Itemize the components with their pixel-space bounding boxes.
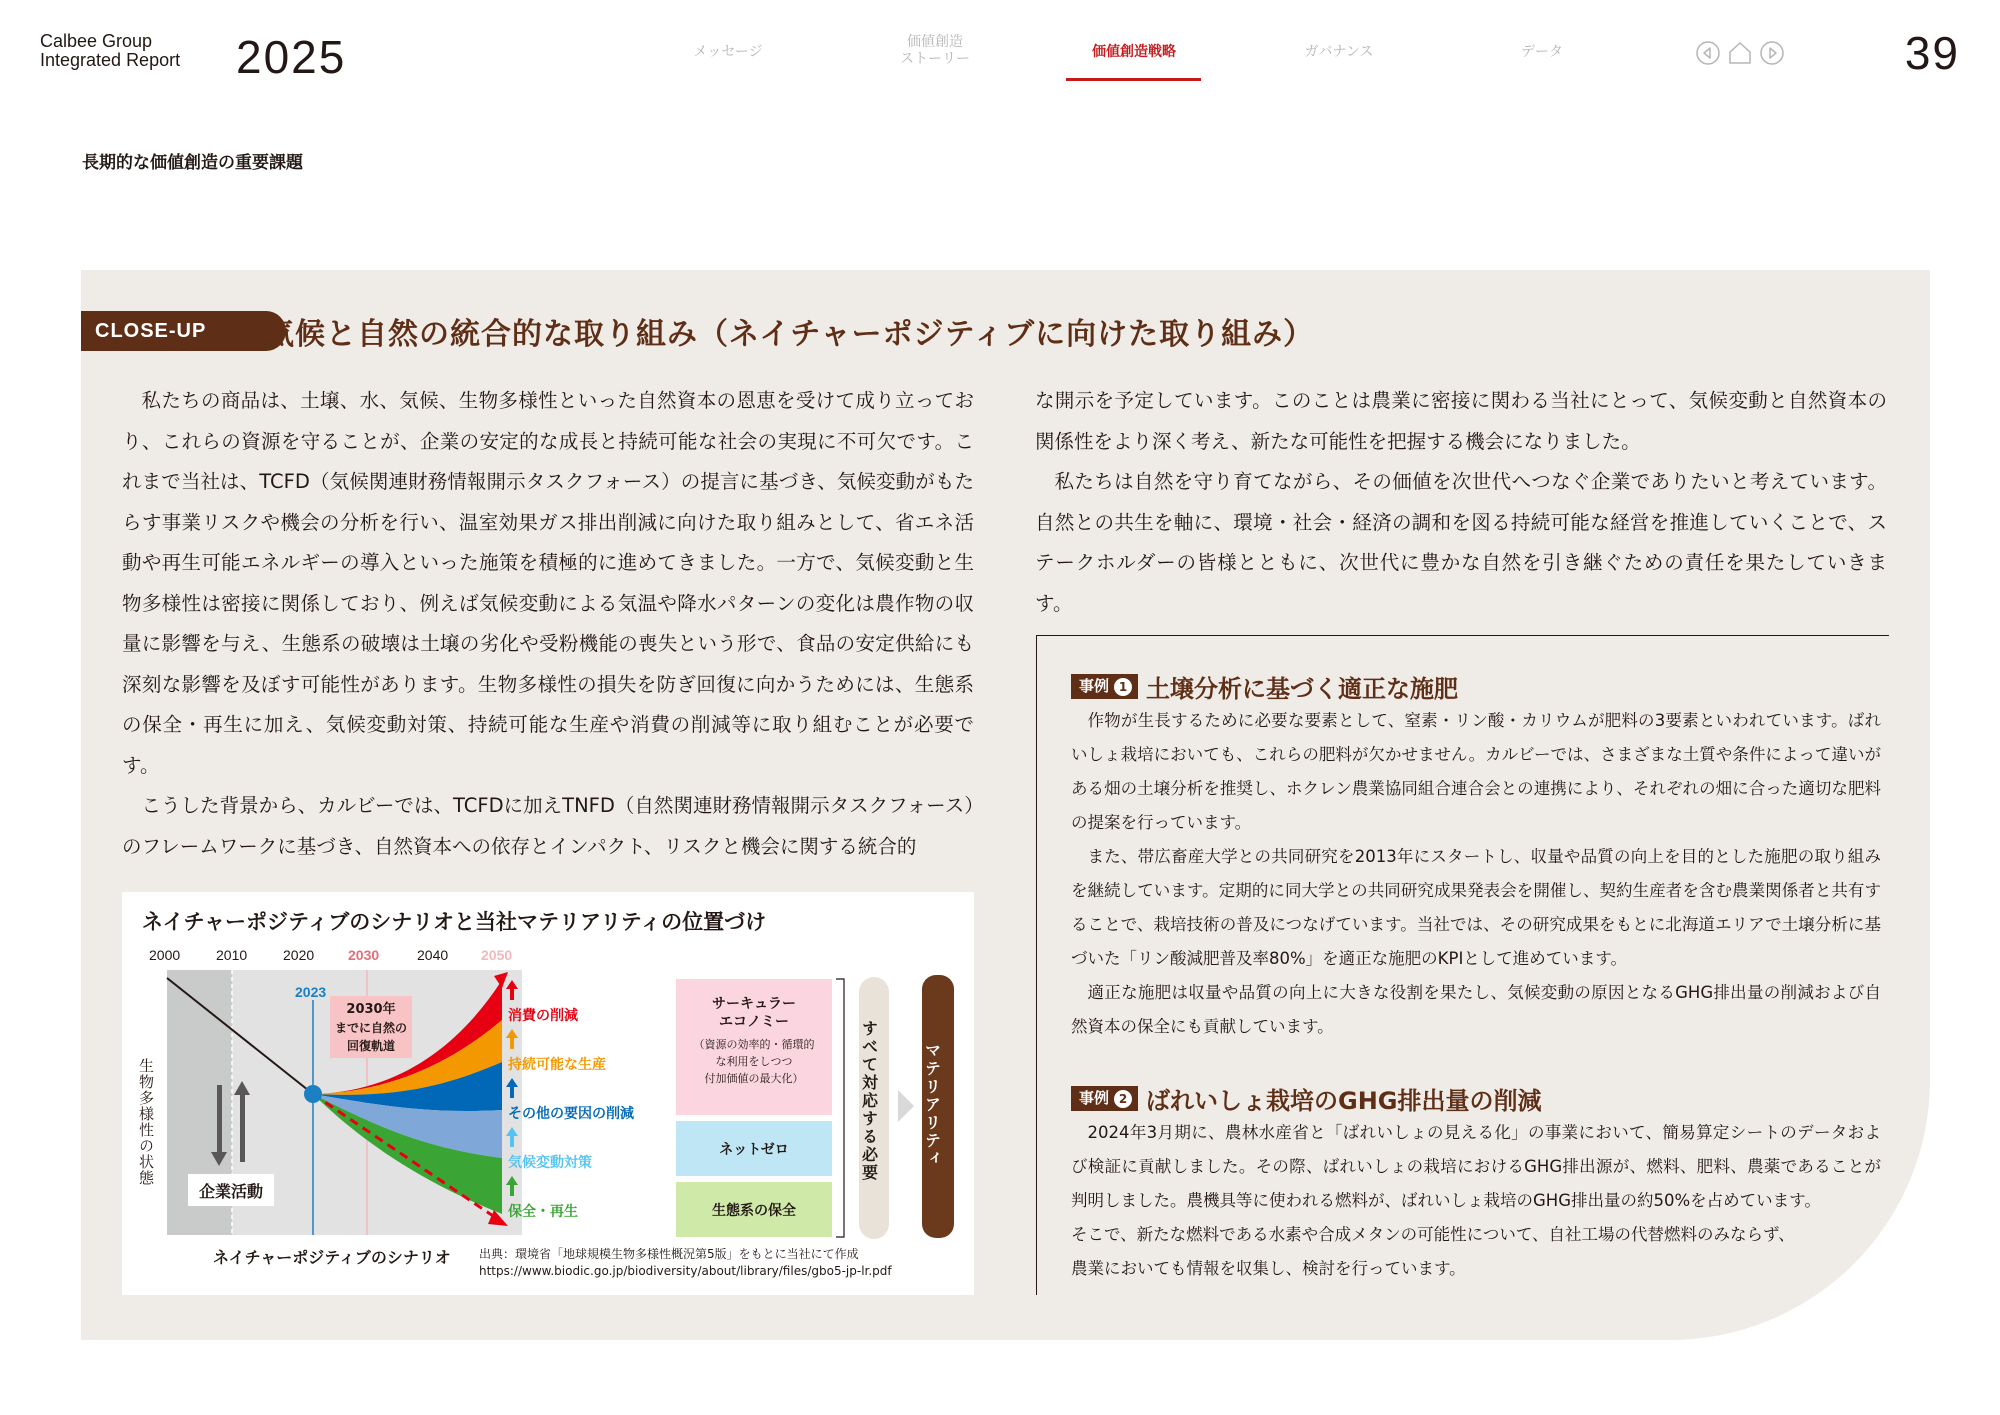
nav-item-data[interactable] <box>1452 44 1632 61</box>
nav-label: データ <box>1521 44 1563 60</box>
nav-label: メッセージ <box>693 44 763 60</box>
nav-item-value-strategy[interactable] <box>1044 44 1224 61</box>
callout-line-2: までに自然の <box>334 1021 408 1035</box>
body-paragraph: 私たちの商品は、土壌、水、気候、生物多様性といった自然資本の恩恵を受けて成り立っており、これらの資源を守ることが、企業の安定的な成長と持続可能な社会の実現に不可欠です。これまで当社は、TCFD（気候関連財務情報開示タスクフォース）の提言に基づき、気候変動がもたらす事業リスクや機会の分析を行い、温室効果ガス排出削減に向けた取り組みとして、省エネ活動や再生可能エネルギーの導入といった施策を積極的に進めてきました。一方で、気候変動と生物多様性は密接に関係しており、例えば気候変動による気温や降水パターンの変化は農作物の収量に影響を与え、生態系の破壊は土壌の劣化や受粉機能の喪失という形で、食品の安定供給にも深刻な影響を及ぼす可能性があります。生物多様性の損失を防ぎ回復に向かうためには、生態系の保全・再生に加え、気候変動対策、持続可能な生産や消費の削減等に取り組むことが必要です。 <box>122 389 974 777</box>
active-nav-indicator <box>1066 78 1201 81</box>
all-needed-label: すべて対応する必要 <box>859 1020 879 1182</box>
nav-label: 価値創造戦略 <box>1092 44 1176 60</box>
company-activity-label: 企業活動 <box>198 1182 264 1201</box>
nav-label: 価値創造 <box>907 34 963 50</box>
y-axis-label: 生物多様性の状態 <box>137 1058 155 1186</box>
case-number: 1 <box>1114 678 1132 696</box>
chevron-right-icon <box>898 1090 914 1122</box>
body-paragraph: こうした背景から、カルビーでは、TCFDに加えTNFD（自然関連財務情報開示タスクフォース）のフレームワークに基づき、自然資本への依存とインパクト、リスクと機会に関する統合的 <box>122 794 974 858</box>
body-paragraph: 私たちは自然を守り育てながら、その価値を次世代へつなぐ企業でありたいと考えています。自然との共生を軸に、環境・社会・経済の調和を図る持続可能な経営を推進していくことで、ステークホルダーの皆様とともに、次世代に豊かな自然を引き継ぐための責任を果たしていきます。 <box>1035 470 1887 615</box>
case-studies <box>1036 635 1889 1295</box>
year-tick: 2050 <box>481 947 513 963</box>
case-paragraph: そこで、新たな燃料である水素や合成メタンの可能性について、自社工場の代替燃料のみならず、 <box>1071 1225 1795 1244</box>
case-2-body <box>1071 1116 1881 1286</box>
lever-label: その他の要因の削減 <box>508 1106 634 1122</box>
source-line-1: 出典：環境省「地球規模生物多様性概況第5版」をもとに当社にて作成 <box>479 1247 859 1261</box>
closeup-tag: CLOSE-UP <box>81 311 286 351</box>
arrow-down-shaft <box>217 1085 222 1155</box>
callout-line-1: 2030年 <box>346 1002 396 1017</box>
case-2-header <box>1071 1081 1542 1116</box>
box-ecosystem-label: 生態系の保全 <box>712 1203 796 1219</box>
case-2-title: ばれいしょ栽培のGHG排出量の削減 <box>1146 1087 1542 1115</box>
case-paragraph: 農業においても情報を収集し、検討を行っています。 <box>1071 1259 1466 1278</box>
lever-list <box>506 980 635 1220</box>
source-url[interactable]: https://www.biodic.go.jp/biodiversity/about/library/files/gbo5-jp-lr.pdf <box>479 1264 892 1278</box>
nav-item-message[interactable] <box>638 44 818 61</box>
report-year: 2025 <box>236 31 347 83</box>
callout-line-3: 回復軌道 <box>346 1039 396 1053</box>
lever-label: 持続可能な生産 <box>508 1057 606 1073</box>
lever-label: 消費の削減 <box>508 1008 578 1024</box>
box-sub-line-2: な利用をしつつ <box>715 1055 793 1068</box>
year-tick: 2010 <box>216 947 248 963</box>
case-1-body <box>1071 704 1881 1044</box>
year-tick: 2000 <box>149 947 181 963</box>
section-label: 長期的な価値創造の重要課題 <box>82 153 303 173</box>
box-net-zero-label: ネットゼロ <box>719 1142 789 1158</box>
source-note <box>479 1246 892 1280</box>
year-tick: 2030 <box>348 947 380 963</box>
box-sub-line-1: （資源の効率的・循環的 <box>693 1038 815 1051</box>
year-2023-label: 2023 <box>295 984 327 1000</box>
body-column-left <box>122 381 974 867</box>
brand-line-2: Integrated Report <box>40 50 181 70</box>
case-paragraph: 作物が生長するために必要な要素として、窒素・リン酸・カリウムが肥料の3要素といわれています。ばれいしょ栽培においても、これらの肥料が欠かせません。カルビーでは、さまざまな土質や条件によって違いがある畑の土壌分析を推奨し、ホクレン農業協同組合連合会との連携により、それぞれの畑に合った適切な肥料の提案を行っています。 <box>1071 711 1881 832</box>
case-paragraph: また、帯広畜産大学との共同研究を2013年にスタートし、収量や品質の向上を目的とした施肥の取り組みを継続しています。定期的に同大学との共同研究成果発表会を開催し、契約生産者を含む農業関係者と共有することで、栽培技術の普及につなげています。当社では、その研究成果をもとに北海道エリアで土壌分析に基づいた「リン酸減肥普及率80%」を適正な施肥のKPIとして進めています。 <box>1071 847 1881 968</box>
page-controls <box>1695 40 1785 66</box>
materiality-label: マテリアリティ <box>922 1042 942 1168</box>
home-icon[interactable] <box>1727 40 1753 66</box>
case-number: 2 <box>1114 1090 1132 1108</box>
arrow-up-shaft <box>240 1092 245 1162</box>
year-tick: 2040 <box>417 947 449 963</box>
case-paragraph: 適正な施肥は収量や品質の向上に大きな役割を果たし、気候変動の原因となるGHG排出量の削減および自然資本の保全にも貢献しています。 <box>1071 983 1881 1036</box>
year-tick: 2020 <box>283 947 315 963</box>
nav-item-governance[interactable] <box>1249 44 1429 61</box>
box-title-line-2: エコノミー <box>719 1014 789 1030</box>
nav-label-line2: ストーリー <box>900 51 970 67</box>
nav-item-value-story[interactable] <box>845 34 1025 68</box>
next-page-icon[interactable] <box>1759 40 1785 66</box>
scenario-diagram <box>122 892 974 1295</box>
case-1-header <box>1071 669 1458 704</box>
nature-positive-figure <box>122 892 974 1295</box>
closeup-title: 気候と自然の統合的な取り組み（ネイチャーポジティブに向けた取り組み） <box>264 317 1315 352</box>
box-title-line-1: サーキュラー <box>712 996 796 1012</box>
scenario-label: ネイチャーポジティブのシナリオ <box>213 1248 451 1267</box>
case-badge-label: 事例 <box>1079 677 1110 695</box>
body-column-right <box>1035 381 1887 624</box>
box-sub-line-3: 付加価値の最大化） <box>704 1072 804 1085</box>
lever-label: 気候変動対策 <box>508 1155 592 1171</box>
case-paragraph: 2024年3月期に、農林水産省と「ばれいしょの見える化」の事業において、簡易算定シートのデータおよび検証に貢献しました。その際、ばれいしょの栽培におけるGHG排出源が、燃料、肥料、農薬であることが判明しました。農機具等に使われる燃料が、ばれいしょ栽培のGHG排出量の約50%を占めています。 <box>1071 1123 1881 1210</box>
body-paragraph: な開示を予定しています。このことは農業に密接に関わる当社にとって、気候変動と自然資本の関係性をより深く考え、新たな可能性を把握する機会になりました。 <box>1035 389 1887 453</box>
page-number: 39 <box>1904 27 1960 79</box>
bracket <box>836 979 844 1237</box>
figure-title: ネイチャーポジティブのシナリオと当社マテリアリティの位置づけ <box>142 910 767 934</box>
case-badge <box>1071 674 1138 699</box>
prev-page-icon[interactable] <box>1695 40 1721 66</box>
lever-label: 保全・再生 <box>508 1204 578 1220</box>
current-point <box>304 1085 322 1103</box>
nav-label: ガバナンス <box>1304 44 1374 60</box>
case-badge-label: 事例 <box>1079 1089 1110 1107</box>
case-badge <box>1071 1086 1138 1111</box>
brand-line-1: Calbee Group <box>40 31 153 51</box>
case-1-title: 土壌分析に基づく適正な施肥 <box>1146 675 1459 703</box>
